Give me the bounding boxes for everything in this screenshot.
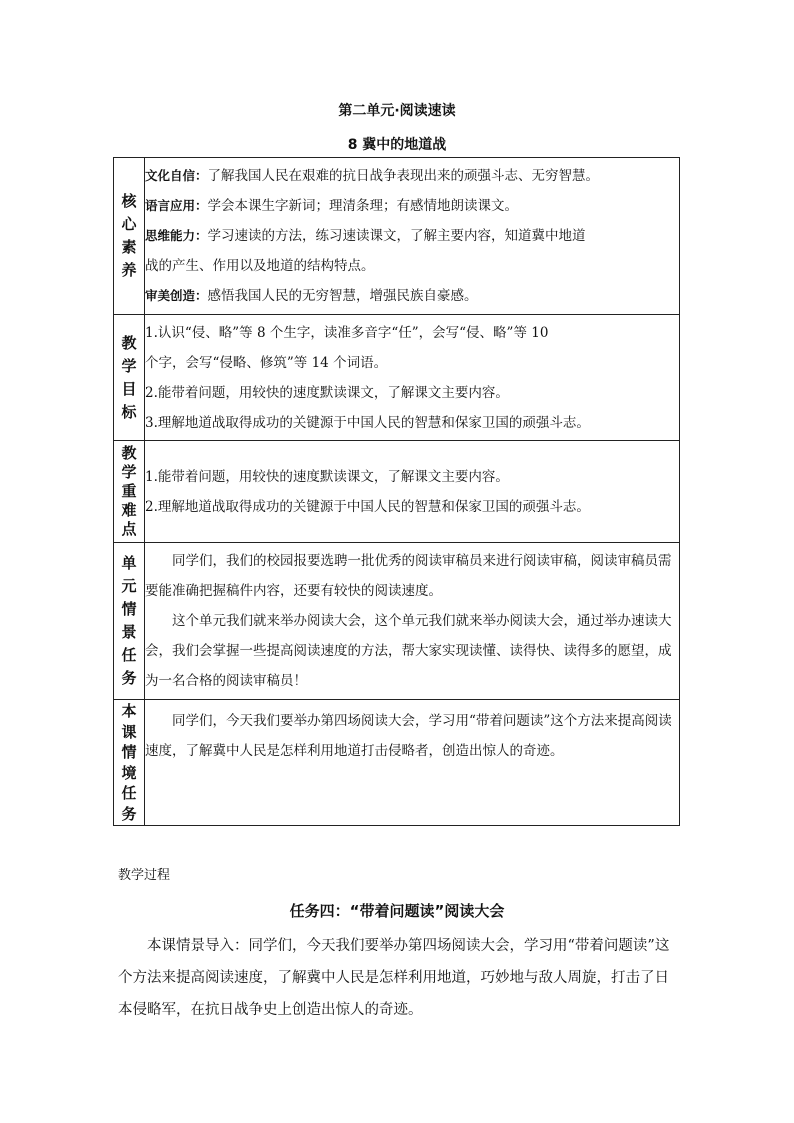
label-char: 学 [121, 463, 137, 481]
label-char: 任 [121, 784, 137, 802]
unit-title: 第二单元·阅读速读 [338, 103, 456, 119]
difficulties-content [145, 441, 680, 543]
row-label-lesson-task [114, 700, 145, 826]
label-char: 教 [121, 333, 137, 352]
literacy-item [145, 221, 679, 251]
label-char: 难 [121, 501, 137, 519]
goal-line: 1.认识“侵、略”等 8 个生字，读准多音字“任”，会写“侵、略”等 10 [145, 324, 549, 341]
label-char: 心 [121, 215, 137, 233]
label-char: 元 [121, 577, 137, 595]
unit-task-content [145, 543, 680, 700]
label-char: 景 [121, 623, 137, 641]
label-char: 重 [121, 482, 137, 500]
goal-line: 2.能带着问题，用较快的速度默读课文，了解课文主要内容。 [145, 384, 509, 401]
label-char: 素 [121, 238, 137, 256]
row-label-unit-task [114, 543, 145, 700]
goals-content [145, 315, 680, 441]
label-char: 务 [121, 804, 137, 823]
table-row-goals [114, 315, 680, 441]
label-char: 本 [121, 702, 137, 720]
unit-task-paragraph: 这个单元我们就来举办阅读大会，这个单元我们就来举办阅读大会，通过举办速读大会，我们会掌握一些提高阅读速度的方法，帮大家实现读懂、读得快、读得多的愿望，成为一名合格的阅读审稿员！ [145, 613, 672, 689]
difficulty-line: 1.能带着问题，用较快的速度默读课文，了解课文主要内容。 [145, 468, 509, 485]
label-char: 养 [121, 261, 137, 279]
label-char: 任 [121, 646, 137, 664]
lesson-task-content [145, 700, 680, 826]
table-row-unit-task [114, 543, 680, 700]
label-char: 教 [121, 444, 137, 462]
label-char: 核 [121, 192, 137, 210]
item-key: 思维能力： [145, 228, 208, 243]
label-char: 单 [121, 554, 137, 572]
literacy-item [145, 191, 679, 221]
item-key: 审美创造： [145, 288, 208, 303]
label-char: 标 [121, 402, 137, 421]
goal-line: 个字，会写“侵略、修筑”等 14 个词语。 [145, 354, 388, 371]
unit-task-paragraph: 同学们，我们的校园报要选聘一批优秀的阅读审稿员来进行阅读审稿，阅读审稿员需要能准确把握稿件内容，还要有较快的阅读速度。 [145, 553, 672, 599]
item-key: 语言应用： [145, 198, 208, 213]
item-text: 感悟我国人民的无穷智慧，增强民族自豪感。 [207, 288, 478, 304]
label-char: 境 [121, 763, 137, 782]
lesson-plan-table [113, 157, 680, 826]
label-char: 目 [121, 379, 137, 398]
intro-paragraph: 本课情景导入：同学们，今天我们要举办第四场阅读大会，学习用“带着问题读”这个方法来提高阅读速度，了解冀中人民是怎样利用地道，巧妙地与敌人周旋，打击了日本侵略军，在抗日战争史上创造出惊人的奇迹。 [118, 938, 670, 1018]
label-char: 点 [121, 520, 137, 538]
item-text: 学习速读的方法，练习速读课文，了解主要内容，知道冀中地道 [207, 228, 586, 244]
table-row-difficulties [114, 441, 680, 543]
task-title: 任务四：“带着问题读”阅读大会 [289, 902, 505, 920]
literacy-content [145, 158, 680, 315]
table-row-literacy [114, 158, 680, 315]
item-text: 了解我国人民在艰难的抗日战争表现出来的顽强斗志、无穷智慧。 [207, 168, 600, 184]
lesson-task-paragraph: 同学们，今天我们要举办第四场阅读大会，学习用“带着问题读”这个方法来提高阅读速度，了解冀中人民是怎样利用地道打击侵略者，创造出惊人的奇迹。 [145, 713, 672, 759]
goal-line: 3.理解地道战取得成功的关键源于中国人民的智慧和保家卫国的顽强斗志。 [145, 414, 590, 431]
label-char: 情 [121, 600, 137, 618]
item-text: 学会本课生字新词；理清条理；有感情地朗读课文。 [207, 198, 519, 214]
literacy-item [145, 161, 679, 191]
label-char: 学 [121, 356, 137, 375]
label-char: 情 [121, 743, 137, 761]
label-char: 务 [121, 669, 137, 687]
process-label: 教学过程 [118, 868, 171, 883]
label-char: 课 [121, 722, 137, 741]
lesson-title: 8 冀中的地道战 [347, 137, 447, 153]
literacy-item [145, 281, 679, 311]
row-label-literacy [114, 158, 145, 315]
difficulty-line: 2.理解地道战取得成功的关键源于中国人民的智慧和保家卫国的顽强斗志。 [145, 498, 590, 515]
literacy-item-cont: 战的产生、作用以及地道的结构特点。 [145, 258, 375, 274]
row-label-difficulties [114, 441, 145, 543]
item-key: 文化自信： [145, 168, 208, 183]
row-label-goals [114, 315, 145, 441]
table-row-lesson-task [114, 700, 680, 826]
